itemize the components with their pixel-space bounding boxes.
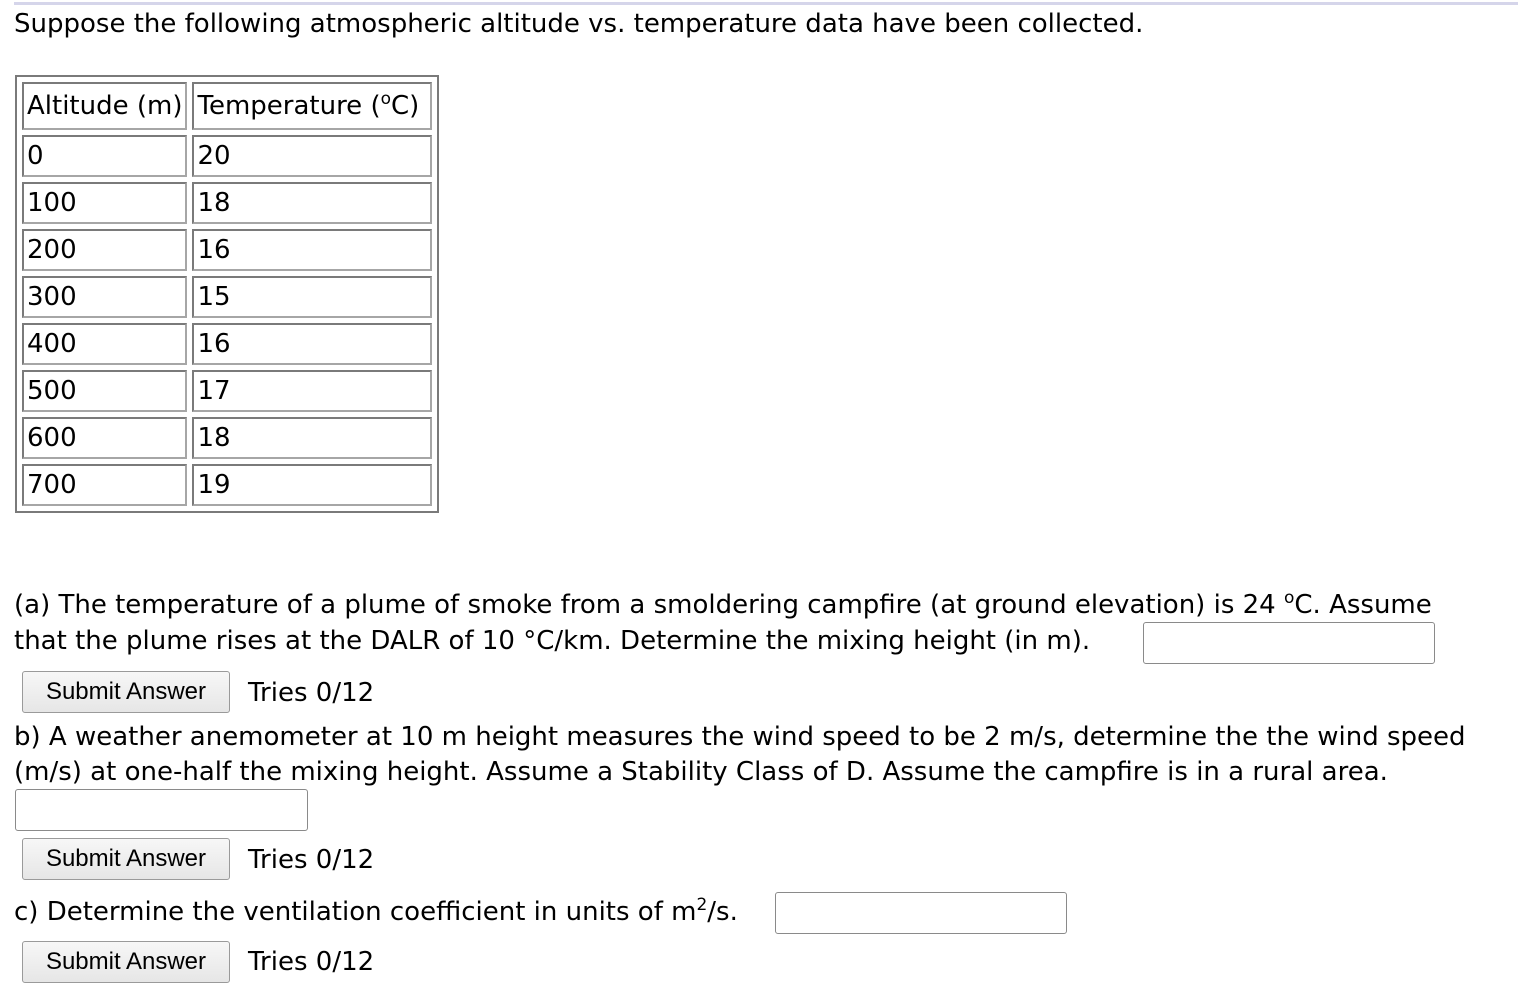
table-row xyxy=(22,464,432,506)
altitude-temperature-table xyxy=(15,75,439,513)
temperature-cell: 15 xyxy=(192,276,432,318)
altitude-cell: 500 xyxy=(22,370,187,412)
part-a-question-line2: that the plume rises at the DALR of 10 °C/km. Determine the mixing height (in m). xyxy=(14,626,1091,656)
part-c-tries-counter: Tries 0/12 xyxy=(248,947,375,977)
altitude-cell: 700 xyxy=(22,464,187,506)
altitude-cell: 200 xyxy=(22,229,187,271)
temperature-cell: 20 xyxy=(192,135,432,177)
temperature-cell: 16 xyxy=(192,229,432,271)
part-c-submit-button[interactable]: Submit Answer xyxy=(22,941,230,983)
temperature-cell: 18 xyxy=(192,182,432,224)
header-altitude: Altitude (m) xyxy=(22,82,187,130)
part-a-submit-button[interactable]: Submit Answer xyxy=(22,671,230,713)
altitude-cell: 600 xyxy=(22,417,187,459)
part-c-answer-input[interactable] xyxy=(775,892,1067,934)
part-b-submit-button[interactable]: Submit Answer xyxy=(22,838,230,880)
part-b-answer-input[interactable] xyxy=(15,789,308,831)
part-a-question-line1: (a) The temperature of a plume of smoke from a smoldering campfire (at ground elevation) is 24 $^o$C. Assume xyxy=(14,588,1432,620)
altitude-cell: 100 xyxy=(22,182,187,224)
temperature-cell: 18 xyxy=(192,417,432,459)
intro-text: Suppose the following atmospheric altitude vs. temperature data have been collected. xyxy=(14,9,1144,39)
altitude-cell: 0 xyxy=(22,135,187,177)
altitude-cell: 400 xyxy=(22,323,187,365)
table-row xyxy=(22,135,432,177)
part-b-question-line1: b) A weather anemometer at 10 m height measures the wind speed to be 2 m/s, determine the the wind speed xyxy=(14,722,1466,752)
part-a-answer-input[interactable] xyxy=(1143,622,1435,664)
top-divider xyxy=(14,2,1518,5)
part-b-tries-counter: Tries 0/12 xyxy=(248,845,375,875)
temperature-cell: 16 xyxy=(192,323,432,365)
table-header-row xyxy=(22,82,432,130)
table-row xyxy=(22,276,432,318)
table-row xyxy=(22,323,432,365)
part-b-question-line2: (m/s) at one-half the mixing height. Assume a Stability Class of D. Assume the campfire is in a rural area. xyxy=(14,757,1388,787)
table-row xyxy=(22,229,432,271)
temperature-cell: 17 xyxy=(192,370,432,412)
header-temperature: Temperature ($^o$C) xyxy=(192,82,432,130)
table-row xyxy=(22,370,432,412)
table-row xyxy=(22,182,432,224)
altitude-cell: 300 xyxy=(22,276,187,318)
part-c-question: c) Determine the ventilation coefficient in units of $m^2/s$. xyxy=(14,895,738,927)
temperature-cell: 19 xyxy=(192,464,432,506)
part-a-tries-counter: Tries 0/12 xyxy=(248,678,375,708)
table-row xyxy=(22,417,432,459)
